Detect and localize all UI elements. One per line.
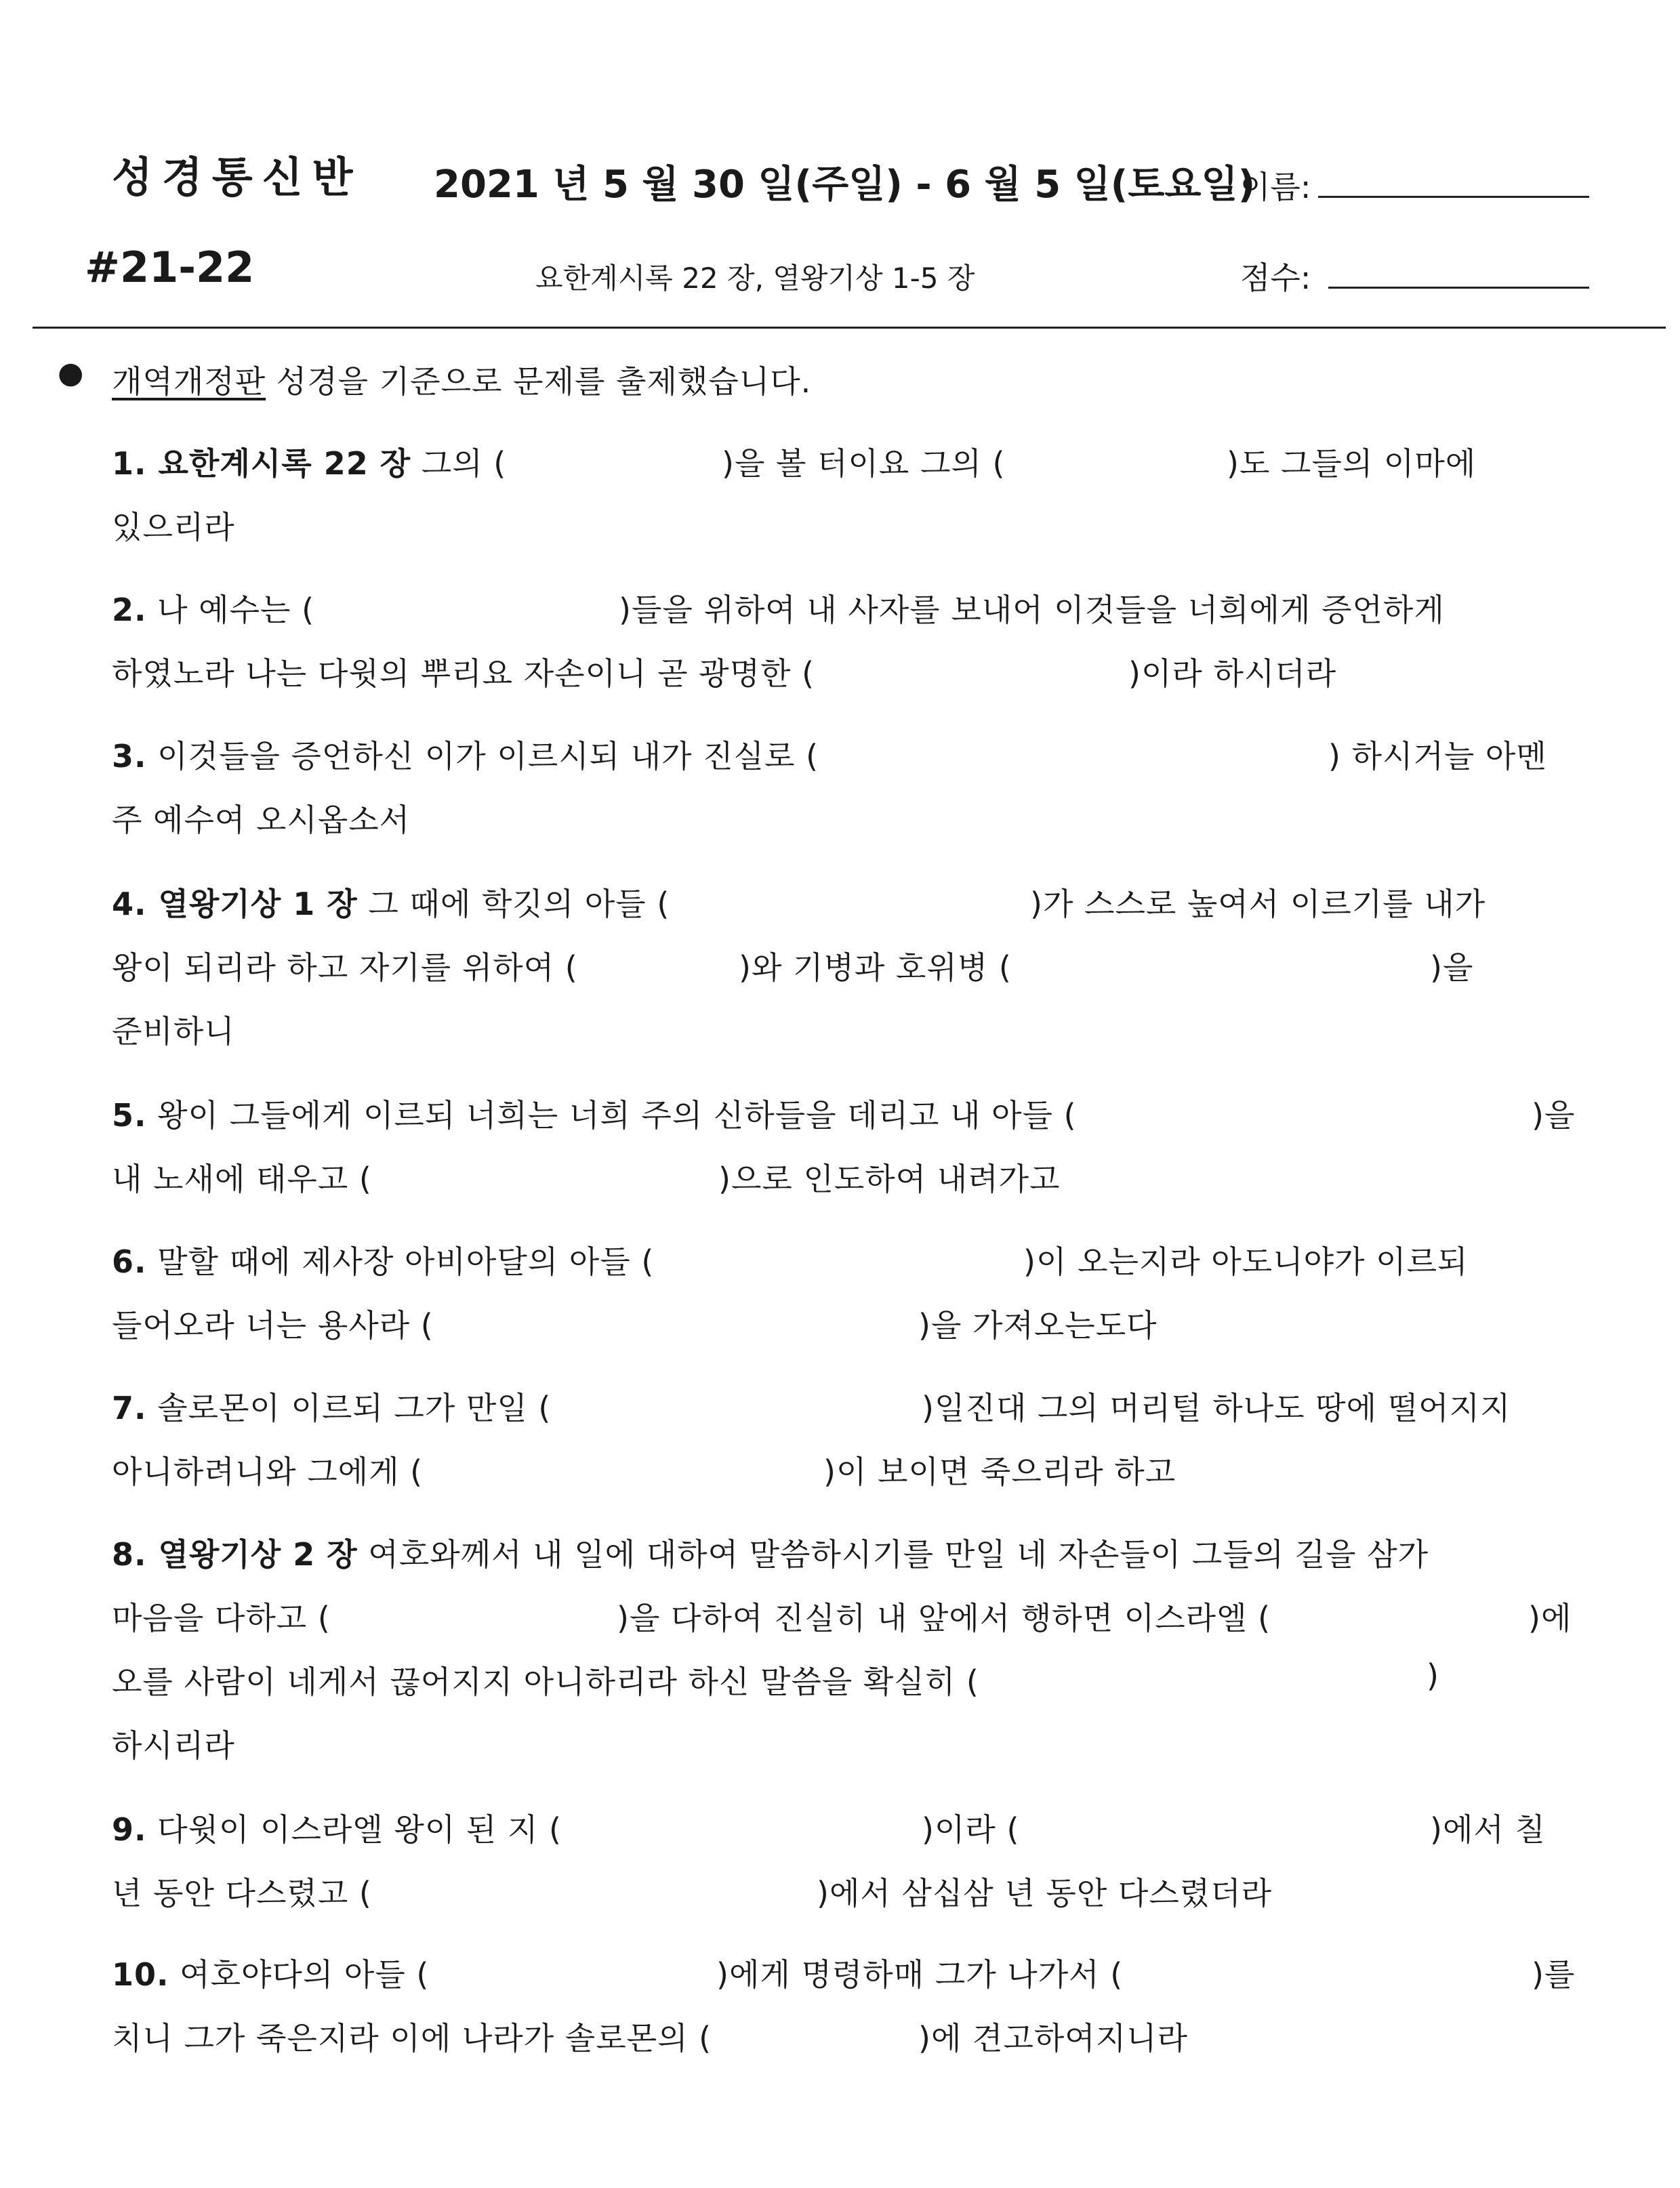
question-text: )에게 명령하매 그가 나가서 ( <box>716 1956 1124 1993</box>
question-text: 오를 사람이 네게서 끊어지지 아니하리라 하신 말씀을 확실히 ( <box>112 1664 979 1700</box>
page-title: 성경통신반 <box>112 152 363 202</box>
question-text: )들을 위하여 내 사자를 보내어 이것들을 너희에게 증언하게 <box>619 592 1445 628</box>
question-text: )에서 칠 <box>1430 1811 1546 1848</box>
question-text: 5. 왕이 그들에게 이르되 너희는 너희 주의 신하들을 데리고 내 아들 ( <box>112 1097 1077 1134</box>
question-text: 내 노새에 태우고 ( <box>112 1161 372 1197</box>
question-number: 1. 요한계시록 22 장 <box>112 445 411 482</box>
question-text: 마음을 다하고 ( <box>112 1600 331 1636</box>
header-divider <box>33 327 1666 329</box>
question-number: 10. <box>112 1956 169 1993</box>
notice-underlined: 개역개정판 <box>112 363 266 400</box>
question-text: )이라 하시더라 <box>1128 655 1337 692</box>
question-text: )일진대 그의 머리털 하나도 땅에 떨어지지 <box>922 1390 1511 1426</box>
question-text: 들어오라 너는 용사라 ( <box>112 1307 434 1344</box>
question-text: )을 가져오는도다 <box>918 1307 1157 1344</box>
score-blank[interactable] <box>1328 287 1589 289</box>
question-number: 6. <box>112 1243 147 1280</box>
question-text: 9. 다윗이 이스라엘 왕이 된 지 ( <box>112 1811 562 1848</box>
notice-text <box>112 357 811 402</box>
question-text: 6. 말할 때에 제사장 아비아달의 아들 ( <box>112 1243 655 1280</box>
question-text: 왕이 되리라 하고 자기를 위하여 ( <box>112 949 578 986</box>
question-text: 7. 솔로몬이 이르되 그가 만일 ( <box>112 1390 552 1426</box>
question-text: )을 <box>1430 949 1474 986</box>
reading-range: 요한계시록 22 장, 열왕기상 1-5 장 <box>535 262 975 295</box>
question-text: 8. 열왕기상 2 장 여호와께서 내 일에 대하여 말씀하시기를 만일 네 자손들이 그들의 길을 삼가 <box>112 1536 1429 1573</box>
question-number: 3. <box>112 738 147 775</box>
question-number: 2. <box>112 592 147 628</box>
question-text: )도 그들의 이마에 <box>1227 445 1477 482</box>
question-number: 4. 열왕기상 1 장 <box>112 886 358 922</box>
notice-rest: 성경을 기준으로 문제를 출제했습니다. <box>266 363 812 400</box>
question-text: )에 견고하여지니라 <box>918 2020 1189 2057</box>
question-text: )으로 인도하여 내려가고 <box>718 1161 1061 1197</box>
name-blank[interactable] <box>1318 196 1589 198</box>
question-text: 주 예수여 오시옵소서 <box>112 802 411 838</box>
question-text: )에 <box>1528 1600 1572 1636</box>
question-text: )를 <box>1532 1956 1576 1993</box>
question-number: 8. 열왕기상 2 장 <box>112 1536 358 1573</box>
question-text: 4. 열왕기상 1 장 그 때에 학깃의 아들 ( <box>112 886 670 922</box>
question-text: 3. 이것들을 증언하신 이가 이르시되 내가 진실로 ( <box>112 738 819 775</box>
question-text: 10. 여호야다의 아들 ( <box>112 1956 430 1993</box>
question-text: )에서 삼십삼 년 동안 다스렸더라 <box>817 1875 1273 1912</box>
question-text: )을 <box>1532 1097 1576 1134</box>
question-text: )가 스스로 높여서 이르기를 내가 <box>1030 886 1486 922</box>
question-number: 7. <box>112 1390 147 1426</box>
question-number: 9. <box>112 1811 147 1848</box>
question-text: 하였노라 나는 다윗의 뿌리요 자손이니 곧 광명한 ( <box>112 655 815 692</box>
question-text: )이라 ( <box>922 1811 1020 1848</box>
question-number: 5. <box>112 1097 147 1134</box>
question-text: )을 볼 터이요 그의 ( <box>722 445 1006 482</box>
question-text: )이 오는지라 아도니야가 이르되 <box>1023 1243 1469 1280</box>
date-range: 2021 년 5 월 30 일(주일) - 6 월 5 일(토요일) <box>434 163 1256 207</box>
question-text: 하시리라 <box>112 1727 235 1764</box>
name-label: 이름: <box>1240 169 1311 205</box>
bullet-icon: ● <box>58 356 84 390</box>
question-text: )와 기병과 호위병 ( <box>739 949 1012 986</box>
question-text: ) <box>1427 1657 1439 1694</box>
question-text: 있으리라 <box>112 509 235 545</box>
question-text: 년 동안 다스렸고 ( <box>112 1875 372 1912</box>
question-text: )을 다하여 진실히 내 앞에서 행하면 이스라엘 ( <box>617 1600 1271 1636</box>
question-text: )이 보이면 죽으리라 하고 <box>823 1453 1176 1490</box>
score-label: 점수: <box>1240 260 1311 296</box>
question-text: 1. 요한계시록 22 장 그의 ( <box>112 445 507 482</box>
issue-code: #21-22 <box>85 243 255 292</box>
question-text: 치니 그가 죽은지라 이에 나라가 솔로몬의 ( <box>112 2020 712 2057</box>
question-text: ) 하시거늘 아멘 <box>1328 738 1547 775</box>
question-text: 준비하니 <box>112 1013 235 1050</box>
question-text: 아니하려니와 그에게 ( <box>112 1453 424 1490</box>
question-text: 2. 나 예수는 ( <box>112 592 315 628</box>
